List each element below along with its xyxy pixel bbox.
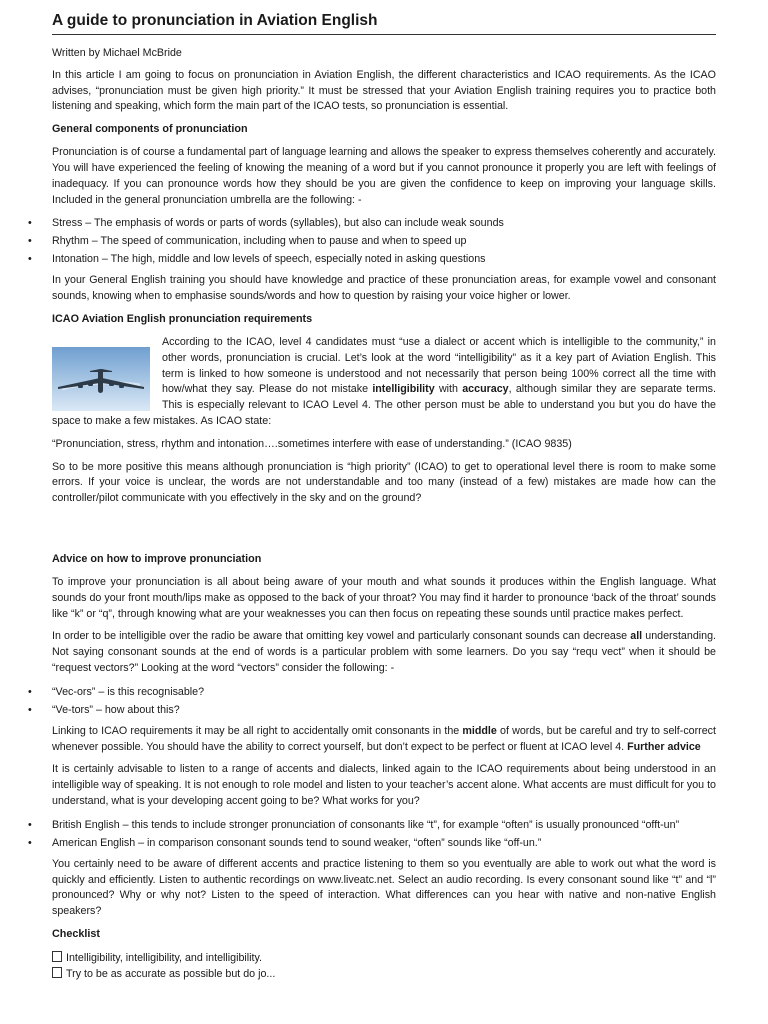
list-item: • “Vec-ors” – is this recognisable? bbox=[52, 684, 716, 700]
page-title: A guide to pronunciation in Aviation English bbox=[52, 12, 716, 35]
checklist-item bbox=[52, 966, 716, 982]
further-paragraph-2: You certainly need to be aware of different accents and practice listening to them so you eventually are able to work out what the word is quickly and efficiently. Listen to authentic recordings on www.liveatc.net. Select an audio recording. Is every consonant sound like “t” and “l” pronounced? Why or why not? Listen to the speed of interaction. What differences can you hear with native and non-native English speakers? bbox=[52, 857, 716, 918]
heading-advice: Advice on how to improve pronunciation bbox=[52, 552, 262, 565]
list-item: • British English – this tends to include stronger pronunciation of consonants like “t”, for example “often” is usually pronounced “offt-un” bbox=[52, 817, 716, 833]
list-item: • American English – in comparison consonant sounds tend to sound weaker, “often” sounds like “off-un.” bbox=[52, 835, 716, 851]
advice-paragraph-1: To improve your pronunciation is all about being aware of your mouth and what sounds it produces within the English language. What sounds do your front mouth/lips make as opposed to the back of your throat? You may find it harder to pronounce ‘back of the throat’ sounds like “k” or “q”, through knowing what are your weaknesses you can then focus on repeating these sounds until practice makes perfect. bbox=[52, 575, 716, 620]
heading-further-advice: Further advice bbox=[627, 740, 701, 753]
text-run: understanding. Not saying consonant sounds at the end of words is a particular problem with some learners. Do you say “requ vect” when it should be “request vectors?” Looking at the word “vectors” consider the following: - bbox=[52, 630, 716, 674]
text-run: Linking to ICAO requirements it may be all right to accidentally omit consonants in the bbox=[52, 724, 463, 737]
text-run: with bbox=[434, 383, 463, 396]
airplane-image bbox=[52, 347, 150, 411]
advice-paragraph-2 bbox=[52, 629, 716, 676]
list-item: • Stress – The emphasis of words or parts of words (syllables), but also can include weak sounds bbox=[52, 215, 716, 231]
icao-paragraph-2: So to be more positive this means although pronunciation is “high priority” (ICAO) to get to operational level there is room to make some errors. If your voice is unclear, the words are not understandable and too many (instead of a few) mistakes are made how can the controller/pilot communicate with you effectively in the sky and on the ground? bbox=[52, 460, 716, 505]
checklist-item bbox=[52, 950, 716, 966]
text-run: , although similar they are separate terms. This is especially relevant to ICAO Level 4. The other person must be able to understand you but you do have the space to make a few mistakes. As ICAO state: bbox=[52, 383, 716, 427]
checkbox-icon bbox=[52, 951, 62, 962]
accents-list bbox=[52, 817, 716, 851]
byline: Written by Michael McBride bbox=[52, 47, 182, 59]
further-paragraph-1: It is certainly advisable to listen to a range of accents and dialects, linked again to the ICAO requirements about being understood in an intelligible way of speaking. It is not enough to role model and listen to your teacher’s accent alone. What accents are must difficult for you to understand, what is your developing accent going to be? What works for you? bbox=[52, 763, 716, 807]
text-run: of words, but be careful and try to self-correct whenever possible. You should have the ability to correct yourself, but don’t expect to be perfect or fluent at ICAO level 4. bbox=[52, 724, 716, 753]
checklist-text: Try to be as accurate as possible but do jo... bbox=[66, 967, 276, 980]
vectors-list bbox=[52, 684, 716, 718]
icao-quote: “Pronunciation, stress, rhythm and intonation….sometimes interfere with ease of understanding.” (ICAO 9835) bbox=[52, 437, 572, 450]
text-run: According to the ICAO, level 4 candidates must “use a dialect or accent which is intelligible to the community,” in other words, pronunciation is crucial. Let’s look at the word “intelligibility” as it a key part of Aviation English. This term is linked to how someone is understood and not necessarily that person being 100% correct all the time with how/what they say. Please do not mistake bbox=[162, 335, 716, 396]
icao-paragraph-1 bbox=[52, 335, 716, 430]
general-paragraph-1: Pronunciation is of course a fundamental part of language learning and allows the speaker to express themselves coherently and accurately. You will have experienced the feeling of knowing the meaning of a word but if you cannot pronounce it properly you are left with feelings of inadequacy. If you can pronounce words how they should be you are given the confidence to keep on improving your language skills. Included in the general pronunciation umbrella are the following: - bbox=[52, 146, 716, 206]
emphasis-accuracy: accuracy bbox=[462, 383, 509, 396]
checklist-text: Intelligibility, intelligibility, and intelligibility. bbox=[66, 951, 263, 964]
emphasis-all: all bbox=[630, 630, 643, 643]
checkbox-icon bbox=[52, 967, 62, 978]
text-run: In order to be intelligible over the radio be aware that omitting key vowel and particularly consonant sounds can decrease bbox=[52, 630, 631, 643]
heading-checklist: Checklist bbox=[52, 927, 101, 940]
general-paragraph-2: In your General English training you should have knowledge and practice of these pronunciation areas, for example vowel and consonant sounds, knowing when to emphasise sounds/words and how to question by raising your voice higher or lower. bbox=[52, 274, 716, 303]
list-item: • Intonation – The high, middle and low levels of speech, especially noted in asking questions bbox=[52, 251, 716, 267]
emphasis-intelligibility: intelligibility bbox=[372, 383, 435, 396]
heading-icao-requirements: ICAO Aviation English pronunciation requirements bbox=[52, 312, 313, 325]
heading-general-components: General components of pronunciation bbox=[52, 123, 248, 136]
article-body bbox=[52, 46, 716, 982]
components-list bbox=[52, 215, 716, 267]
emphasis-middle: middle bbox=[462, 724, 497, 737]
list-item: • Rhythm – The speed of communication, including when to pause and when to speed up bbox=[52, 233, 716, 249]
list-item: • “Ve-tors” – how about this? bbox=[52, 702, 716, 718]
intro-paragraph: In this article I am going to focus on pronunciation in Aviation English, the different characteristics and ICAO requirements. As the ICAO advises, “pronunciation must be given high priority.” It must be stressed that your Aviation English training requires you to practice both listening and speaking, which form the main part of the ICAO tests, so pronunciation is essential. bbox=[52, 68, 716, 113]
advice-paragraph-3 bbox=[52, 724, 716, 756]
